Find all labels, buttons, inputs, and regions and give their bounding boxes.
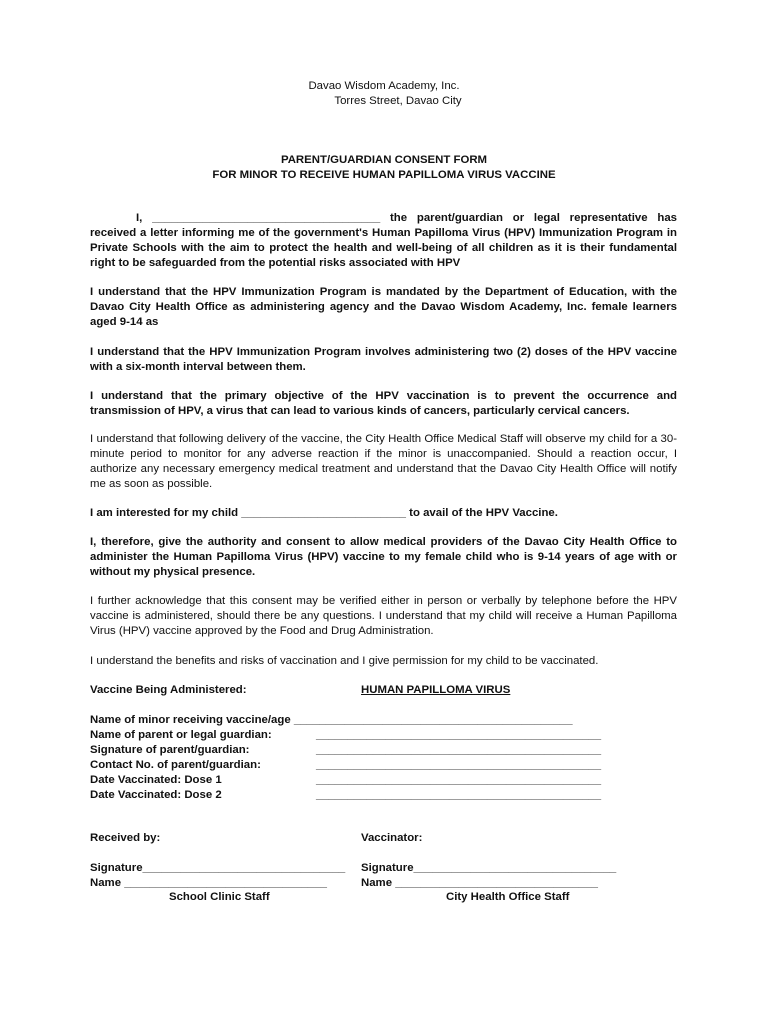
- paragraph-intro: I, ____________________________________ the parent/guardian or legal representative has received a letter informing me of the government's Human Papilloma Virus (HPV) Immunization Program in Private Schools with the aim to protect the health and well-being of all children as it is their fundamental right to be safeguarded from the potential risks associated with HPV: [90, 212, 677, 269]
- paragraph-doses: I understand that the HPV Immunization Program involves administering two (2) doses of the HPV vaccine with a six-month interval between them.: [90, 346, 677, 373]
- form-title-line2: FOR MINOR TO RECEIVE HUMAN PAPILLOMA VIRUS VACCINE: [212, 169, 556, 181]
- contact-line: _____________________________________________: [316, 759, 602, 771]
- form-title-line1: PARENT/GUARDIAN CONSENT FORM: [280, 154, 488, 166]
- vaccine-value: HUMAN PAPILLOMA VIRUS: [361, 684, 511, 696]
- signature-label: Signature of parent/guardian:: [90, 744, 250, 756]
- dose2-line: _____________________________________________: [316, 789, 602, 801]
- paragraph-interest: I am interested for my child __________________________ to avail of the HPV Vaccine.: [90, 507, 558, 519]
- left-name-line: Name ________________________________: [90, 877, 327, 889]
- org-address: Torres Street, Davao City: [334, 95, 462, 107]
- dose1-line: _____________________________________________: [316, 774, 602, 786]
- paragraph-permission: I understand the benefits and risks of vaccination and I give permission for my child to be vaccinated.: [90, 655, 599, 667]
- org-name: Davao Wisdom Academy, Inc.: [308, 80, 460, 92]
- paragraph-objective: I understand that the primary objective of the HPV vaccination is to prevent the occurrence and transmission of HPV, a virus that can lead to various kinds of cancers, particularly cervical cancers.: [90, 390, 677, 417]
- signers-header-row: [90, 831, 690, 846]
- left-signature-line: Signature________________________________: [90, 862, 346, 874]
- parent-name-label: Name of parent or legal guardian:: [90, 729, 272, 741]
- name-row[interactable]: [90, 876, 690, 891]
- dose1-label: Date Vaccinated: Dose 1: [90, 774, 222, 786]
- right-name-line: Name ________________________________: [361, 877, 598, 889]
- role-row: [90, 890, 690, 905]
- signature-row[interactable]: [90, 861, 690, 876]
- paragraph-acknowledge: I further acknowledge that this consent may be verified either in person or verbally by telephone before the HPV vaccine is administered, should there be any questions. I understand that my child will receive a Human Papilloma Virus (HPV) vaccine approved by the Food and Drug Administration.: [90, 595, 677, 637]
- paragraph-mandate: I understand that the HPV Immunization Program is mandated by the Department of Education, with the Davao City Health Office as administering agency and the Davao Wisdom Academy, Inc. female learners aged 9-14 as: [90, 286, 677, 328]
- vaccine-label: Vaccine Being Administered:: [90, 684, 247, 696]
- signature-line: _____________________________________________: [316, 744, 602, 756]
- contact-label: Contact No. of parent/guardian:: [90, 759, 261, 771]
- school-clinic-staff-label: School Clinic Staff: [169, 891, 270, 903]
- right-signature-line: Signature________________________________: [361, 862, 617, 874]
- contact-field[interactable]: [90, 758, 690, 773]
- city-health-office-staff-label: City Health Office Staff: [446, 891, 570, 903]
- paragraph-observation: I understand that following delivery of the vaccine, the City Health Office Medical Staff will observe my child for a 30-minute period to monitor for any adverse reaction if the minor is unaccompanied. Should a reaction occur, I authorize any necessary emergency medical treatment and understand that the Davao City Health Office will notify me as soon as possible.: [90, 433, 677, 490]
- parent-name-line: _____________________________________________: [316, 729, 602, 741]
- vaccine-row: [90, 683, 690, 698]
- received-by-label: Received by:: [90, 832, 161, 844]
- minor-name-field[interactable]: [90, 713, 690, 728]
- paragraph-authority: I, therefore, give the authority and consent to allow medical providers of the Davao City Health Office to administer the Human Papilloma Virus (HPV) vaccine to my female child who is 9-14 years of age with or without my physical presence.: [90, 536, 677, 578]
- dose2-label: Date Vaccinated: Dose 2: [90, 789, 222, 801]
- vaccinator-label: Vaccinator:: [361, 832, 423, 844]
- minor-name-label: Name of minor receiving vaccine/age ____________________________________________: [90, 714, 573, 726]
- dose1-field[interactable]: [90, 773, 690, 788]
- signature-field[interactable]: [90, 743, 690, 758]
- dose2-field[interactable]: [90, 788, 690, 803]
- parent-name-field[interactable]: [90, 728, 690, 743]
